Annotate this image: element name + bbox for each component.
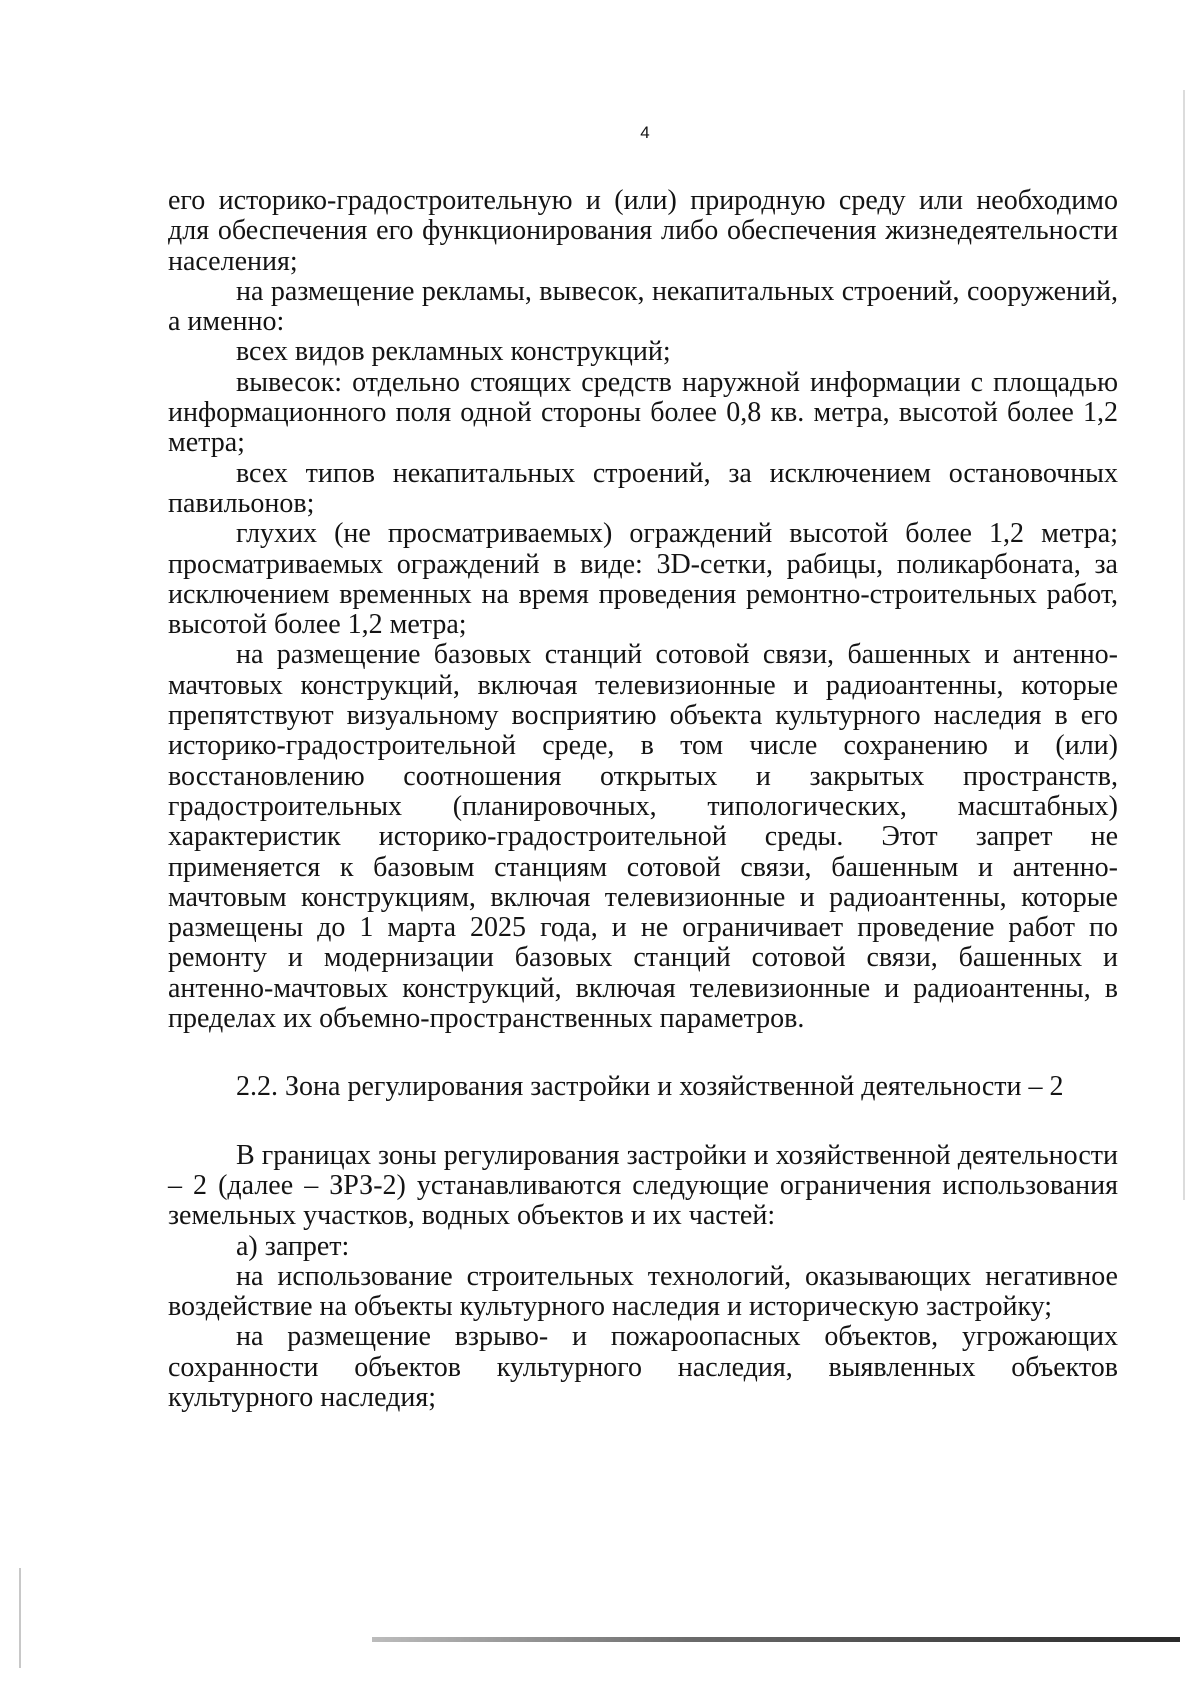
section-heading: 2.2. Зона регулирования застройки и хозяйственной деятельности – 2 xyxy=(236,1071,1064,1103)
paragraph: на размещение рекламы, вывесок, некапитальных строений, сооружений, а именно: xyxy=(168,275,1118,338)
footer-rule xyxy=(372,1637,1180,1642)
paragraph: на размещение взрыво- и пожароопасных объектов, угрожающих сохранности объектов культурного наследия, выявленных объектов культурного наследия; xyxy=(168,1321,1118,1413)
paragraph: вывесок: отдельно стоящих средств наружной информации с площадью информационного поля одной стороны более 0,8 кв. метра, высотой более 1,2 метра; xyxy=(168,366,1118,459)
paragraph: В границах зоны регулирования застройки и хозяйственной деятельности – 2 (далее – ЗРЗ-2) устанавливаются следующие ограничения использования земельных участков, водных объектов и их частей: xyxy=(168,1139,1118,1232)
page-number: 4 xyxy=(640,123,650,142)
paragraph: а) запрет: xyxy=(236,1230,350,1262)
paragraph: на использование строительных технологий, оказывающих негативное воздействие на объекты культурного наследия и историческую застройку; xyxy=(168,1260,1118,1323)
scan-edge-line xyxy=(19,1568,21,1668)
paragraph: на размещение базовых станций сотовой связи, башенных и антенно-мачтовых конструкций, включая телевизионные и радиоантенны, которые препятствуют визуальному восприятию объекта культурного наследия в его историко-градостроительной среде, в том числе сохранению и (или) восстановлению соотношения открытых и закрытых пространств, градостроительных (планировочных, типологических, масштабных) характеристик историко-градостроительной среды. Этот запрет не применяется к базовым станциям сотовой связи, башенным и антенно-мачтовым конструкциям, включая телевизионные и радиоантенны, которые размещены до 1 марта 2025 года, и не ограничивает проведение работ по ремонту и модернизации базовых станций сотовой связи, башенных и антенно-мачтовых конструкций, включая телевизионные и радиоантенны, в пределах их объемно-пространственных параметров. xyxy=(168,639,1118,1035)
scan-edge-line xyxy=(1183,90,1185,1200)
paragraph: всех видов рекламных конструкций; xyxy=(236,336,671,368)
paragraph: его историко-градостроительную и (или) природную среду или необходимо для обеспечения его функционирования либо обеспечения жизнедеятельности населения; xyxy=(168,185,1118,277)
paragraph: всех типов некапитальных строений, за исключением остановочных павильонов; xyxy=(168,457,1118,519)
paragraph: глухих (не просматриваемых) ограждений высотой более 1,2 метра; просматриваемых ограждений в виде: 3D-сетки, рабицы, поликарбоната, за исключением временных на время проведения ремонтно-строительных работ, высотой более 1,2 метра; xyxy=(168,518,1118,641)
document-body xyxy=(168,186,1118,1413)
